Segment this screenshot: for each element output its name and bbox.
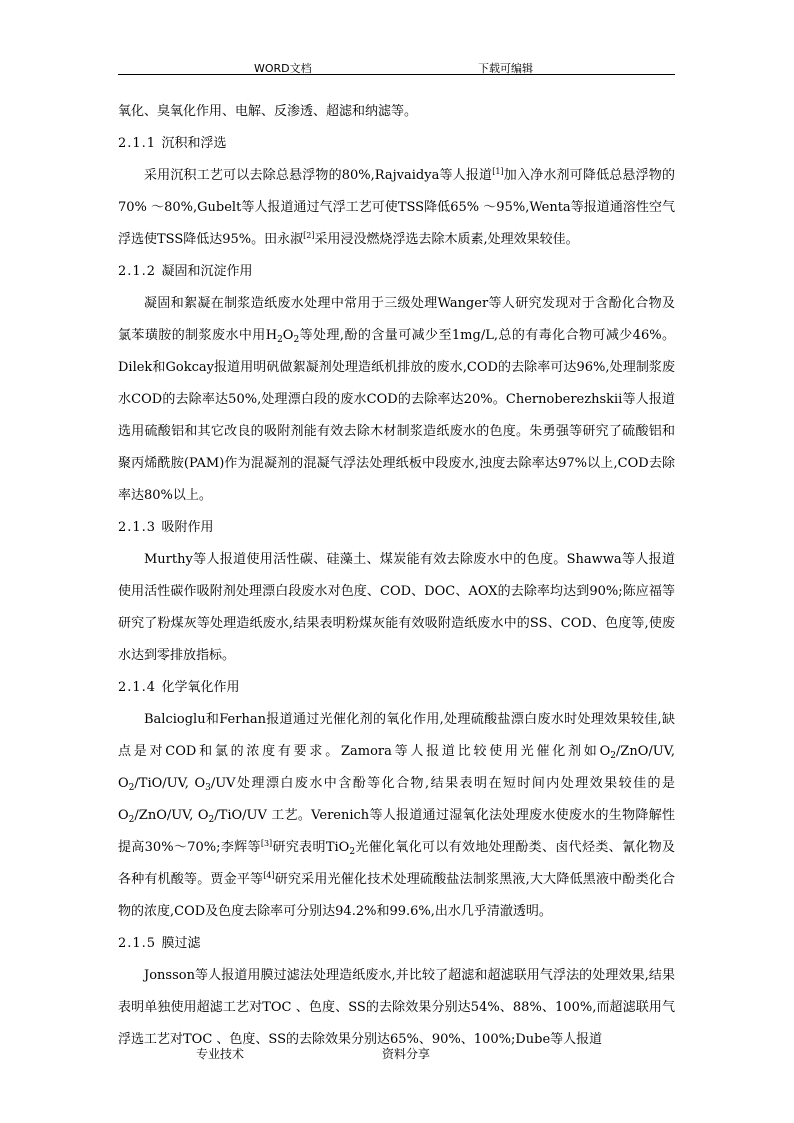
section-number: 2.1.5 bbox=[118, 936, 157, 951]
section-heading-2-1-2 bbox=[118, 256, 675, 288]
section-number: 2.1.3 bbox=[118, 520, 157, 535]
section-number: 2.1.2 bbox=[118, 264, 157, 279]
header-rule bbox=[118, 74, 675, 75]
section-heading-2-1-5 bbox=[118, 928, 675, 960]
section-title: 吸附作用 bbox=[161, 520, 214, 535]
footer-right: 资料分享 bbox=[382, 1047, 431, 1061]
section-title: 沉积和浮选 bbox=[161, 136, 227, 151]
section-text-2-1-5: Jonsson等人报道用膜过滤法处理造纸废水,并比较了超滤和超滤联用气浮法的处理效果,结果表明单独使用超滤工艺对TOC 、色度、SS的去除效果分别达54%、88%、100%,而超滤联用气浮选工艺对TOC 、色度、SS的去除效果分别达65%、90%、100%;Dube等人报道 bbox=[118, 968, 675, 1047]
section-title: 化学氧化作用 bbox=[161, 680, 240, 695]
section-title: 凝固和沉淀作用 bbox=[161, 264, 253, 279]
section-text-2-1-1: 采用沉积工艺可以去除总悬浮物的80%,Rajvaidya等人报道[1]加入净水剂可降低总悬浮物的70% ～80%,Gubelt等人报道通过气浮工艺可使TSS降低65% ～95%,Wenta等报道通溶性空气浮选使TSS降低达95%。田永淑[2]采用浸没燃烧浮选去除木质素,处理效果较佳。 bbox=[118, 167, 675, 247]
section-text-2-1-4: Balcioglu和Ferhan报道通过光催化剂的氧化作用,处理硫酸盐漂白废水时处理效果较佳,缺点是对COD和氯的浓度有要求。Zamora等人报道比较使用光催化剂如$O_2/ZnO/UV$, $O_2/TiO/UV$, $O_3/UV$处理漂白废水中含酚等化合物,结果表明在短时间内处理效果较佳的是$O_2/ZnO/UV$, $O_2/TiO/UV$ 工艺。Verenich等人报道通过湿氧化法处理废水使废水的生物降解性提高30%～70%;李辉等[3]研究表明TiO$_2$光催化氧化可以有效地处理酚类、卤代烃类、氰化物及各种有机酸等。贾金平等[4]研究采用光催化技术处理硫酸盐法制浆黑液,大大降低黑液中酚类化合物的浓度,COD及色度去除率可分别达94.2%和99.6%,出水几乎清澈透明。 bbox=[118, 712, 675, 919]
intro-text: 氧化、臭氧化作用、电解、反渗透、超滤和纳滤等。 bbox=[118, 104, 418, 119]
section-heading-2-1-4 bbox=[118, 672, 675, 704]
footer-left: 专业技术 bbox=[196, 1047, 245, 1061]
section-text-2-1-3: Murthy等人报道使用活性碳、硅藻土、煤炭能有效去除废水中的色度。Shawwa等人报道使用活性碳作吸附剂处理漂白段废水对色度、COD、DOC、AOX的去除率均达到90%;陈应福等研究了粉煤灰等处理造纸废水,结果表明粉煤灰能有效吸附造纸废水中的SS、COD、色度等,使废水达到零排放指标。 bbox=[118, 552, 675, 663]
header-left: WORD文档 bbox=[254, 62, 312, 75]
section-number: 2.1.4 bbox=[118, 680, 157, 695]
section-text-2-1-2: 凝固和絮凝在制浆造纸废水处理中常用于三级处理Wanger等人研究发现对于含酚化合物及氯苯璜胺的制浆废水中用$H_2O_2$等处理,酚的含量可减少至1mg/L,总的有毒化合物可减少46%。Dilek和Gokcay报道用明矾做絮凝剂处理造纸机排放的废水,COD的去除率可达96%,处理制浆废水COD的去除率达50%,处理漂白段的废水COD的去除率达20%。Chernoberezhskii等人报道选用硫酸铝和其它改良的吸附剂能有效去除木材制浆造纸废水的色度。朱勇强等研究了硫酸铝和聚丙烯酰胺(PAM)作为混凝剂的混凝气浮法处理纸板中段废水,浊度去除率达97%以上,COD去除率达80%以上。 bbox=[118, 296, 676, 503]
header-right: 下载可编辑 bbox=[478, 62, 533, 75]
document-body bbox=[118, 96, 675, 1056]
section-heading-2-1-3 bbox=[118, 512, 675, 544]
section-number: 2.1.1 bbox=[118, 136, 157, 151]
section-heading-2-1-1 bbox=[118, 128, 675, 160]
section-title: 膜过滤 bbox=[161, 936, 201, 951]
